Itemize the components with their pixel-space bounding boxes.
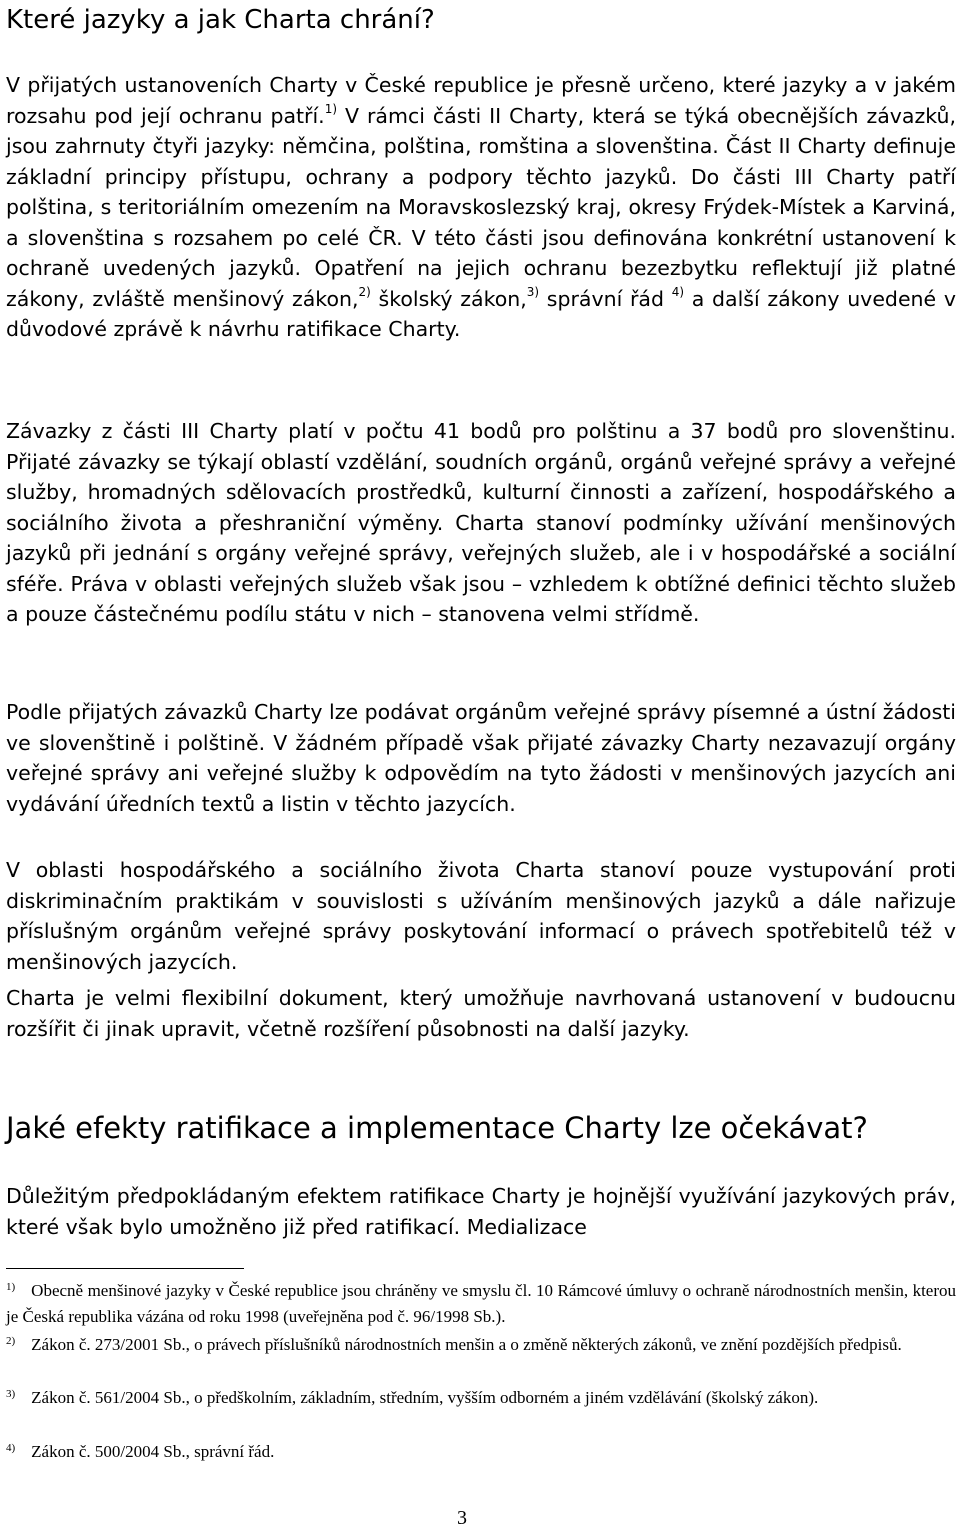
footnote-ref-1: 1): [324, 101, 338, 116]
footnote-3-marker: 3): [6, 1388, 16, 1400]
footnote-2-text: Zákon č. 273/2001 Sb., o právech příslušníků národnostních menšin a o změně některých zákonů, ve znění pozdějších předpisů.: [31, 1335, 902, 1354]
paragraph-5: [6, 983, 956, 1044]
paragraph-1-part-e: a další zákony uvedené v důvodové zprávě k návrhu ratifikace Charty.: [6, 286, 956, 341]
paragraph-6: [6, 1181, 956, 1242]
paragraph-1-part-c: školský zákon,: [370, 286, 527, 311]
section-heading-languages: Které jazyky a jak Charta chrání?: [6, 5, 435, 35]
paragraph-3: [6, 697, 956, 819]
paragraph-5-text: Charta je velmi flexibilní dokument, který umožňuje navrhovaná ustanovení v budoucnu rozšířit či jinak upravit, včetně rozšíření působnosti na další jazyky.: [6, 986, 956, 1041]
footnote-4-marker: 4): [6, 1442, 16, 1454]
footnote-ref-2: 2): [358, 284, 371, 299]
footnote-1-marker: 1): [6, 1281, 16, 1293]
footnote-1: [6, 1279, 956, 1328]
paragraph-4: [6, 855, 956, 977]
paragraph-1-part-d: správní řád: [539, 286, 672, 311]
footnote-ref-4: 4): [671, 284, 685, 299]
footnote-divider: [6, 1268, 244, 1269]
footnote-ref-3: 3): [526, 284, 540, 299]
paragraph-1: [6, 70, 956, 345]
footnote-3: [6, 1386, 956, 1412]
paragraph-3-text: Podle přijatých závazků Charty lze podávat orgánům veřejné správy písemné a ústní žádosti ve slovenštině i polštině. V žádném případě však přijaté závazky Charty nezavazují orgány veřejné správy ani veřejné služby k odpovědím na tyto žádosti v menšinových jazycích ani vydávání úředních textů a listin v těchto jazycích.: [6, 700, 956, 816]
paragraph-1-part-a: V přijatých ustanoveních Charty v České republice je přesně určeno, které jazyky a v jakém rozsahu pod její ochranu patří.: [6, 73, 956, 128]
section-heading-effects: Jaké efekty ratifikace a implementace Charty lze očekávat?: [6, 1111, 868, 1145]
footnote-4-text: Zákon č. 500/2004 Sb., správní řád.: [31, 1442, 275, 1461]
footnote-4: [6, 1440, 956, 1466]
paragraph-6-text: Důležitým předpokládaným efektem ratifikace Charty je hojnější využívání jazykových práv, které však bylo umožněno již před ratifikací. Medializace: [6, 1184, 956, 1239]
paragraph-2-text: Závazky z části III Charty platí v počtu 41 bodů pro polštinu a 37 bodů pro slovenštinu. Přijaté závazky se týkají oblastí vzdělání, soudních orgánů, orgánů veřejné správy a veřejné služby, hromadných sdělovacích prostředků, kulturní činnosti a zařízení, hospodářského a sociálního života a přeshraniční výměny. Charta stanoví podmínky užívání menšinových jazyků při jednání s orgány veřejné správy, veřejných služeb, ale i v hospodářské a sociální sféře. Práva v oblasti veřejných služeb však jsou – vzhledem k obtížné definici těchto služeb a pouze částečnému podílu státu v nich – stanovena velmi střídmě.: [6, 419, 956, 626]
paragraph-2: [6, 416, 956, 630]
footnote-1-text: Obecně menšinové jazyky v České republice jsou chráněny ve smyslu čl. 10 Rámcové úmluvy o ochraně národnostních menšin, kterou je Česká republika vázána od roku 1998 (uveřejněna pod č. 96/1998 Sb.).: [6, 1281, 956, 1326]
paragraph-4-text: V oblasti hospodářského a sociálního života Charta stanoví pouze vystupování proti diskriminačním praktikám v souvislosti s užíváním menšinových jazyků a dále nařizuje příslušným orgánům veřejné správy poskytování informací o právech spotřebitelů též v menšinových jazycích.: [6, 858, 956, 974]
paragraph-1-part-b: V rámci části II Charty, která se týká obecnějších závazků, jsou zahrnuty čtyři jazyky: němčina, polština, romština a slovenština. Část II Charty definuje základní principy přístupu, ochrany a podpory těchto jazyků. Do části III Charty patří polština, s teritoriálním omezením na Moravskoslezský kraj, okresy Frýdek-Místek a Karviná, a slovenština s rozsahem po celé ČR. V této části jsou definována konkrétní ustanovení k ochraně uvedených jazyků. Opatření na jejich ochranu bezezbytku reflektují již platné zákony, zvláště menšinový zákon,: [6, 103, 956, 311]
footnote-2: [6, 1333, 956, 1359]
footnote-2-marker: 2): [6, 1335, 16, 1347]
footnote-3-text: Zákon č. 561/2004 Sb., o předškolním, základním, středním, vyšším odborném a jiném vzdělávání (školský zákon).: [31, 1388, 819, 1407]
page-number: 3: [457, 1507, 467, 1529]
